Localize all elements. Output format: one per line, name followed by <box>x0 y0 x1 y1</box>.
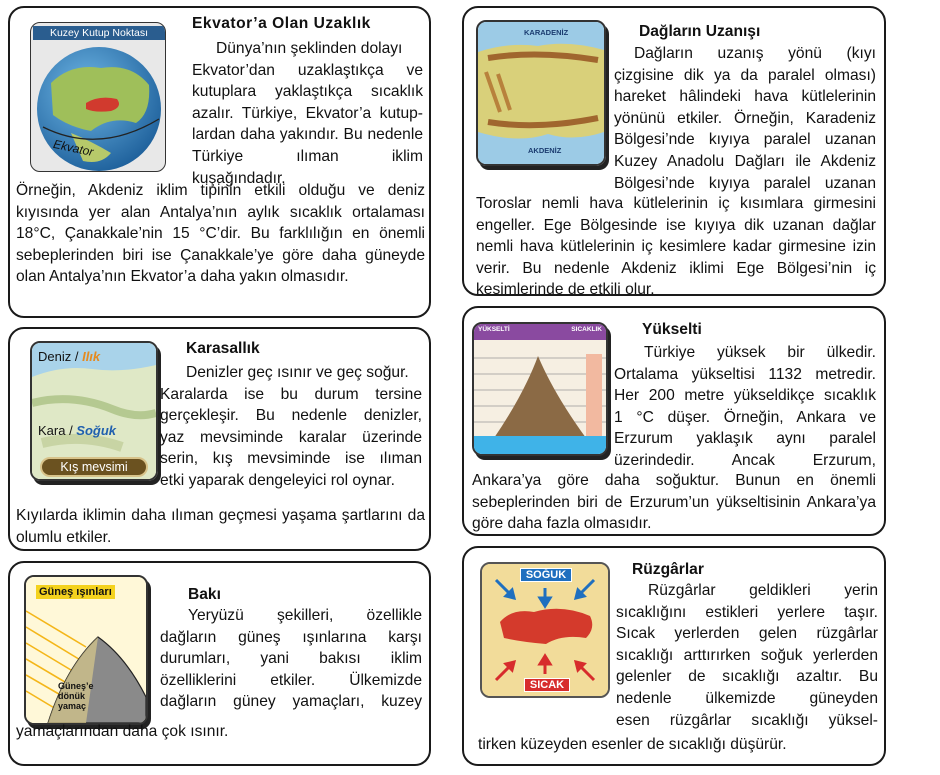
text-line: Karalarda ise bu durum tersine <box>160 385 422 403</box>
card-karasallik <box>8 327 431 551</box>
text-line: yönünü etkiler. Örneğin, Karadeniz <box>614 109 876 127</box>
sea-value: Ilık <box>82 349 101 364</box>
card-title: Yükselti <box>642 321 702 338</box>
south-sea-label: AKDENİZ <box>528 146 562 155</box>
text-line: yaz mevsiminde karalar üzerinde <box>160 428 422 446</box>
elevation-chart-illustration <box>474 324 606 454</box>
text-line: Her 200 metre yükseldikçe sıcaklık <box>614 387 876 405</box>
card-ruzgarlar <box>462 546 886 766</box>
climate-map-figure <box>30 341 158 481</box>
text-line: Ortalama yükseltisi 1132 metredir. <box>614 365 876 383</box>
card-baki <box>8 561 431 766</box>
text-line: sıcaklığı arttırırken soğuk yerlerden <box>616 646 878 664</box>
text-line: lardan daha yakındır. Bu nedenle <box>192 126 423 144</box>
card-lines <box>614 43 876 194</box>
text-line: Kuzey Anadolu Dağları ile Akdeniz <box>614 152 876 170</box>
text-line: Denizler geç ısınır ve geç soğur. <box>186 364 409 381</box>
text-line: gelenler de sıcaklığı azaltır. Bu <box>616 668 878 686</box>
text-line: kutuplara yaklaştıkça sıcaklık <box>192 83 423 101</box>
text-line: Bölgesi’nde kıyıya paralel uzanan <box>614 174 876 192</box>
text-line: azalır. Türkiye, Ekvator’a kutup- <box>192 104 423 122</box>
land-caption <box>38 423 116 438</box>
land-value: Soğuk <box>76 423 117 438</box>
text-line: Ekvator’dan uzaklaştıkça ve <box>192 61 423 79</box>
text-line: Dağların uzanış yönü (kıyı <box>634 45 876 62</box>
text-line: 1 °C düşer. Örneğin, Ankara ve <box>614 408 876 426</box>
text-line: gerçekleşir. Bu nedenle denizler, <box>160 407 422 425</box>
sea-caption <box>38 349 100 364</box>
equator-label: Ekvator <box>51 136 95 160</box>
card-body: tirken küzeyden esenler de sıcaklığı düşürür. <box>478 736 787 753</box>
card-body: Örneğin, Akdeniz iklim tipinin etkili olduğu ve deniz kıyısında yer alan Antalya’nın aylık sıcaklık ortalaması 18°C, Çanakkale’nin 15 °C’dir. Bu farklılığın en önemli sebeplerinden biri ise Çanakkale’ye göre daha güneyde olan Antalya’nın Ekvator’a daha yakın olmasıdır. <box>16 182 425 286</box>
text-line: esen rüzgârlar sıcaklığı yüksel- <box>616 711 878 729</box>
card-ekvator <box>8 6 431 318</box>
card-title: Rüzgârlar <box>632 561 704 578</box>
cold-label: SOĞUK <box>520 568 572 582</box>
slope-caption-line: dönük <box>58 691 85 701</box>
slope-caption-line: Güneş’e <box>58 681 94 691</box>
card-title: Dağların Uzanışı <box>639 23 761 40</box>
aspect-figure <box>24 575 148 725</box>
text-line: serin, kış mevsiminde ise ılıman <box>160 450 422 468</box>
card-title: Karasallık <box>186 340 260 357</box>
text-line: Rüzgârlar geldikleri yerin <box>648 582 878 599</box>
text-line: Erzurum yaklaşık aynı paralel <box>614 430 876 448</box>
text-line: etki yaparak dengeleyici rol oynar. <box>160 471 395 489</box>
slope-caption-line: yamaç <box>58 701 87 711</box>
elevation-figure <box>472 322 608 456</box>
land-label: Kara / <box>38 423 77 438</box>
card-title: Bakı <box>188 586 221 603</box>
globe-figure <box>30 22 166 172</box>
text-line: Türkiye ılıman iklim kuşağındadır. <box>192 147 423 187</box>
text-line: Sıcak yerlerden gelen rüzgârlar <box>616 625 878 643</box>
mountain-map-figure <box>476 20 606 166</box>
card-body: Kıyılarda iklimin daha ılıman geçmesi yaşama şartlarını da olumlu etkiler. <box>16 507 425 546</box>
hot-label: SICAK <box>524 678 570 692</box>
slope-caption <box>58 681 94 711</box>
card-lines <box>616 580 878 731</box>
card-yukselti <box>462 306 886 536</box>
elevation-axis-label: YÜKSELTİ <box>478 326 510 333</box>
north-sea-label: KARADENİZ <box>524 28 569 37</box>
sea-label: Deniz / <box>38 349 83 364</box>
text-line: Yeryüzü şekilleri, özellikle <box>188 607 422 624</box>
card-body: Ankara’ya göre daha soğuktur. Bunun en önemli sebeplerinden biri de Erzurum’un yükseltisinin Ankara’ya göre daha fazla olmasıdır. <box>472 472 876 533</box>
card-body: Toroslar nemli hava kütlelerinin iç kısımlara girmesini engeller. Ege Bölgesinde ise kıyıya dik uzanan dağlar nemli hava kütlelerinin iç kesimlere kadar girmesine izin verir. Bu nedenle Akdeniz iklimi Ege Bölgesi’nin iç kesimlerinde de etkili olur. <box>476 195 876 299</box>
sun-rays-label: Güneş ışınları <box>36 585 115 599</box>
text-line: üzerindedir. Ancak Erzurum, <box>614 451 876 469</box>
card-lines <box>160 362 422 492</box>
text-line: dağların güneş ışınlarına karşı <box>160 628 422 646</box>
text-line: özelliklerini etkiler. Ülkemizde <box>160 671 422 689</box>
text-line: sıcaklığını estikleri yerlere taşır. <box>616 603 878 621</box>
text-line: Türkiye yüksek bir ülkedir. <box>644 344 876 361</box>
season-badge: Kış mevsimi <box>40 457 148 477</box>
wind-figure <box>480 562 610 698</box>
turkey-relief-map <box>478 22 604 164</box>
card-lines <box>160 605 422 713</box>
card-title: Ekvator’a Olan Uzaklık <box>192 15 371 32</box>
text-line: dağların güney yamaçları, kuzey <box>160 693 422 711</box>
text-line: hareket hâlindeki hava kütlelerinin <box>614 88 876 106</box>
card-body: yamaçlarından daha çok ısınır. <box>16 723 229 740</box>
text-line: nedenle ülkemizde güneyden <box>616 689 878 707</box>
temperature-axis-label: SICAKLIK <box>571 326 602 333</box>
card-lines <box>614 342 876 472</box>
card-lines <box>192 38 423 189</box>
pole-label: Kuzey Kutup Noktası <box>33 26 165 40</box>
text-line: Bölgesi’nde kıyıya paralel uzanan <box>614 131 876 149</box>
wind-map-illustration <box>482 564 608 696</box>
text-line: çizgisine dik ya da paralel olması) <box>614 66 876 84</box>
text-line: Dünya’nın şeklinden dolayı <box>216 40 403 57</box>
card-daglar <box>462 6 886 299</box>
text-line: durumları, yani bakısı iklim <box>160 650 422 668</box>
